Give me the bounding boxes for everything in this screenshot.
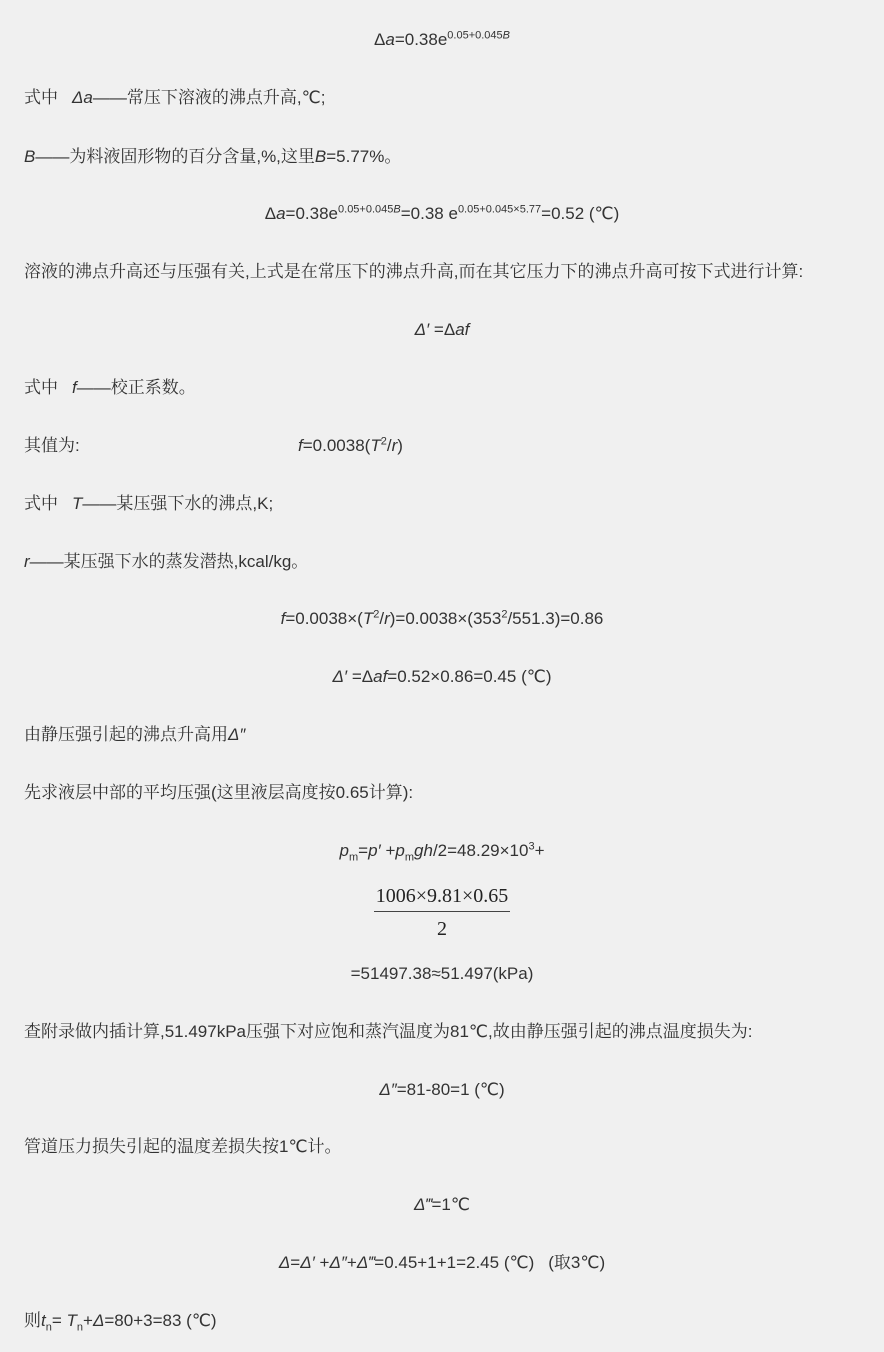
var-t: t [41, 1311, 46, 1330]
formula-text: + [346, 1253, 357, 1272]
formula-delta-triple-prime [0, 1193, 884, 1217]
definition-text: ——常压下溶液的沸点升高,℃; [92, 88, 326, 107]
formula-delta-a [0, 28, 884, 52]
var-delta-prime: Δ′ [332, 667, 348, 686]
formula-note: (取3℃) [548, 1253, 606, 1272]
formula-text: =0.38e [285, 204, 339, 223]
formula-text: + [534, 841, 545, 860]
formula-text: =0.0038( [302, 436, 371, 455]
subscript: m [348, 851, 359, 864]
exponent: 2 [380, 435, 387, 448]
exponent: 0.05+0.045 [447, 29, 503, 42]
var-delta-triple-prime: Δ‴ [414, 1195, 432, 1214]
f-value-label: 其值为: [24, 436, 80, 455]
where-f [0, 376, 884, 400]
formula-text: + [380, 841, 396, 860]
var-gh: gh [414, 841, 433, 860]
formula-text: =0.52 (℃) [541, 204, 620, 223]
formula-text: =0.38 e [400, 204, 458, 223]
var-T: T [362, 609, 374, 628]
var-B: B [24, 147, 36, 166]
formula-text: =0.45+1+1=2.45 (℃) [374, 1253, 535, 1272]
formula-total [0, 1251, 884, 1275]
where-prefix: 式中 [24, 88, 58, 107]
where-delta-a [0, 86, 884, 110]
formula-delta-a-calc [0, 202, 884, 226]
where-prefix: 式中 [24, 378, 58, 397]
var-r: r [384, 609, 390, 628]
var-delta-double-prime: Δ″ [379, 1080, 397, 1099]
exponent-var: B [393, 203, 401, 216]
formula-text: =0.0038×( [285, 609, 363, 628]
var-r: r [391, 436, 398, 455]
var-T: T [370, 436, 381, 455]
formula-text: / [379, 609, 385, 628]
where-prefix: 式中 [24, 494, 58, 513]
formula-text: /2=48.29×10 [432, 841, 529, 860]
paragraph-mean-pressure: 先求液层中部的平均压强(这里液层高度按0.65计算): [24, 783, 414, 802]
exponent: 0.05+0.045 [338, 203, 394, 216]
formula-text: = [290, 1253, 301, 1272]
var-p: p [395, 841, 405, 860]
exponent-var: B [502, 29, 511, 42]
definition-text: ——某压强下水的沸点,K; [82, 494, 274, 513]
formula-text: + [83, 1311, 93, 1330]
var-delta-prime: Δ′ [300, 1253, 315, 1272]
formula-delta-prime-calc [0, 665, 884, 689]
f-value-formula [298, 434, 403, 458]
where-B [0, 145, 884, 169]
var-delta-prime: Δ′ [414, 320, 430, 339]
formula-text: )=0.0038×(353 [389, 609, 502, 628]
paragraph-text: 由静压强引起的沸点升高用 [24, 725, 228, 744]
final-prefix: 则 [24, 1311, 41, 1330]
var-a: a [276, 204, 286, 223]
pm-result: =51497.38≈51.497(kPa) [350, 964, 534, 983]
subscript: n [45, 1321, 52, 1334]
exponent: 3 [528, 840, 535, 853]
paragraph-pressure: 溶液的沸点升高还与压强有关,上式是在常压下的沸点升高,而在其它压力下的沸点升高可按下式进行计算: [24, 262, 804, 281]
var-delta-triple-prime: Δ‴ [356, 1253, 375, 1272]
var-p: p [339, 841, 349, 860]
paragraph-pipe: 管道压力损失引起的温度差损失按1℃计。 [24, 1137, 342, 1156]
formula-pm [0, 839, 884, 863]
formula-text: + [314, 1253, 330, 1272]
var-T: T [72, 494, 83, 513]
formula-text: = [358, 841, 369, 860]
formula-text: = [51, 1311, 67, 1330]
subscript: n [76, 1321, 84, 1334]
delta-symbol: Δ [373, 30, 386, 49]
formula-text: =Δ [347, 667, 374, 686]
exponent: 2 [373, 608, 380, 621]
var-p-prime: p′ [368, 841, 381, 860]
var-f: f [280, 609, 286, 628]
where-T [0, 492, 884, 516]
var-delta-a: Δa [72, 88, 93, 107]
formula-text: /551.3)=0.86 [507, 609, 604, 628]
var-delta: Δ [278, 1253, 291, 1272]
formula-text: =80+3=83 (℃) [104, 1311, 217, 1330]
var-delta-double-prime: Δ″ [329, 1253, 347, 1272]
where-r [0, 550, 884, 574]
var-B: B [314, 147, 327, 166]
definition-text: ——校正系数。 [76, 378, 196, 397]
formula-f-calc [0, 607, 884, 631]
var-r: r [24, 552, 30, 571]
f-value-line [0, 434, 884, 458]
var-delta-double-prime: Δ″ [228, 725, 246, 744]
paragraph-static [0, 723, 884, 747]
var-f: f [298, 436, 303, 455]
var-f: f [72, 378, 77, 397]
formula-text: =0.52×0.86=0.45 (℃) [387, 667, 552, 686]
formula-delta-prime [0, 318, 884, 342]
definition-text: =5.77%。 [326, 147, 402, 166]
var-af: af [455, 320, 470, 339]
var-a: a [385, 30, 395, 49]
formula-text: ) [397, 436, 403, 455]
formula-delta-double-prime [0, 1078, 884, 1102]
exponent: 0.05+0.045×5.77 [457, 203, 542, 216]
fraction-denominator: 2 [437, 918, 447, 940]
paragraph-lookup: 查附录做内插计算,51.497kPa压强下对应饱和蒸汽温度为81℃,故由静压强引起的沸点温度损失为: [24, 1022, 753, 1041]
delta-symbol: Δ [264, 204, 277, 223]
formula-text: =1℃ [431, 1195, 470, 1214]
var-af: af [373, 667, 388, 686]
exponent: 2 [501, 608, 508, 621]
formula-text: / [386, 436, 392, 455]
definition-text: ——为料液固形物的百分含量,%,这里 [35, 147, 315, 166]
subscript: m [404, 851, 415, 864]
definition-text: ——某压强下水的蒸发潜热,kcal/kg。 [29, 552, 309, 571]
formula-text: =0.38e [394, 30, 448, 49]
fraction [0, 885, 884, 941]
var-delta: Δ [92, 1311, 105, 1330]
formula-text: =81-80=1 (℃) [396, 1080, 505, 1099]
fraction-numerator: 1006×9.81×0.65 [374, 885, 511, 912]
final-line [0, 1309, 884, 1333]
formula-text: =Δ [429, 320, 456, 339]
var-T: T [66, 1311, 77, 1330]
